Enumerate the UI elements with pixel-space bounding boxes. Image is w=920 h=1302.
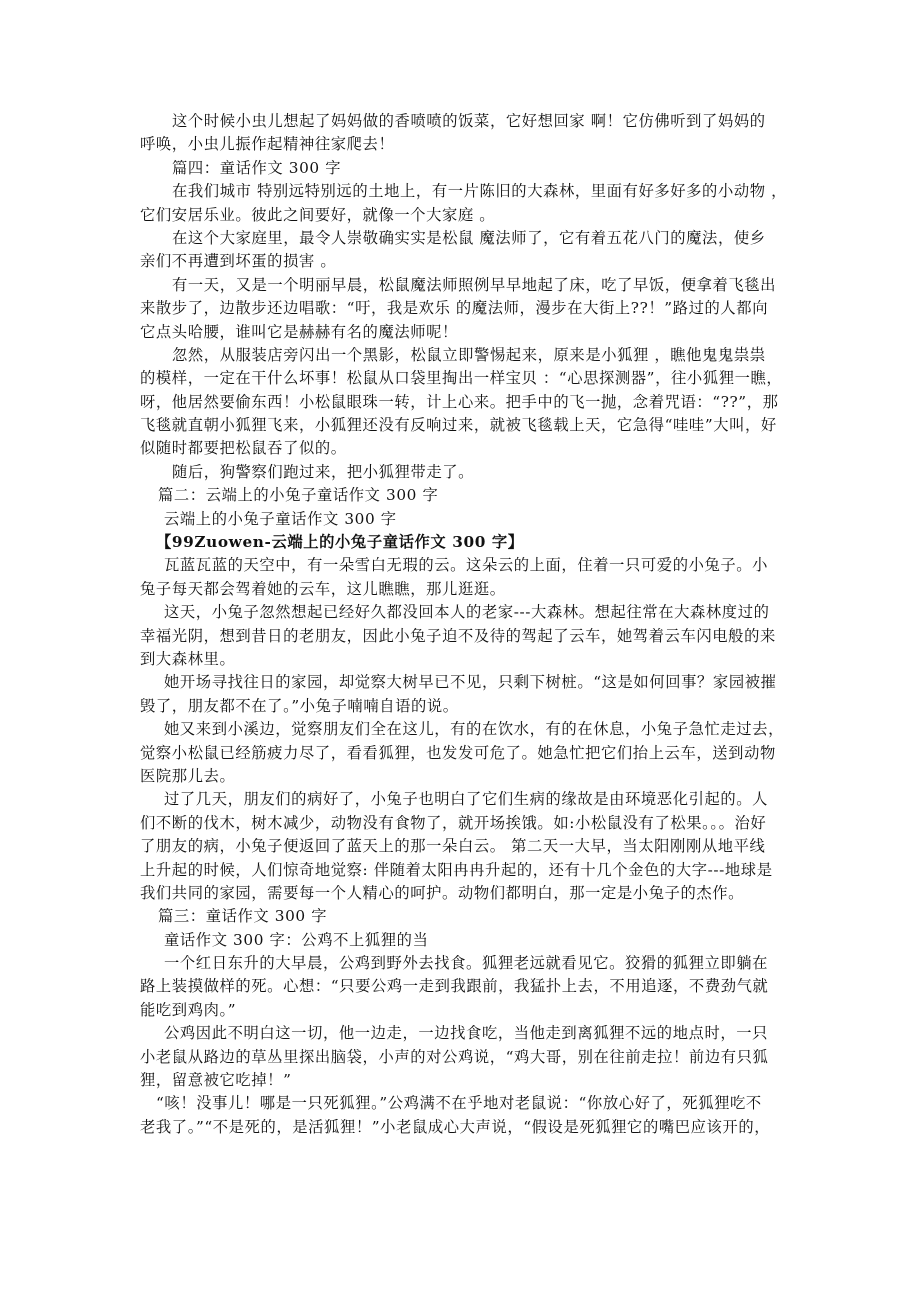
text-line: 她又来到小溪边，觉察朋友们全在这儿，有的在饮水，有的在休息，小兔子急忙走过去，	[164, 720, 784, 739]
text-line: 飞毯就直朝小狐狸飞来，小狐狸还没有反响过来，就被飞毯载上天，它急得“哇哇”大叫，好	[140, 416, 777, 435]
text-line: 来散步了，边散步还边唱歌：“吁，我是欢乐 的魔法师，漫步在大街上??！”路过的人都向	[140, 299, 769, 318]
text-line: “咳！没事儿！哪是一只死狐狸。”公鸡满不在乎地对老鼠说：“你放心好了，死狐狸吃不	[156, 1094, 762, 1113]
text-line: 篇四：童话作文 300 字	[172, 158, 342, 177]
text-line: 路上装摸做样的死。心想：“只要公鸡一走到我跟前，我猛扑上去，不用追逐，不费劲气就	[140, 977, 769, 996]
text-line: 兔子每天都会驾着她的云车，这儿瞧瞧，那儿逛逛。	[140, 579, 506, 598]
text-line: 它们安居乐业。彼此之间要好，就像一个大家庭 。	[140, 205, 496, 224]
text-line: 在这个大家庭里，最令人崇敬确实实是松鼠 魔法师了，它有着五花八门的魔法，使乡	[172, 228, 766, 247]
text-line: 毁了，朋友都不在了。”小兔子喃喃自语的说。	[140, 696, 459, 715]
text-line: 幸福光阴，想到昔日的老朋友，因此小兔子迫不及待的驾起了云车，她驾着云车闪电般的来	[140, 626, 776, 645]
text-line: 过了几天，朋友们的病好了，小兔子也明白了它们生病的缘故是由环境恶化引起的。人	[164, 790, 769, 809]
text-line: 一个红日东升的大早晨，公鸡到野外去找食。狐狸老远就看见它。狡猾的狐狸立即躺在	[164, 954, 769, 973]
text-line: 的模样，一定在干什么坏事！松鼠从口袋里掏出一样宝贝 ：“心思探测器”，往小狐狸一瞧，	[140, 369, 783, 388]
text-line: 似随时都要把松鼠吞了似的。	[140, 439, 347, 458]
text-line: 在我们城市 特别远特别远的土地上，有一片陈旧的大森林，里面有好多好多的小动物 ，	[172, 182, 788, 201]
text-line: 这个时候小虫儿想起了妈妈做的香喷喷的饭菜，它好想回家 啊！它仿佛听到了妈妈的	[172, 112, 766, 130]
text-line: 觉察小松鼠已经筋疲力尽了，看看狐狸，也发发可危了。她急忙把它们抬上云车，送到动物	[140, 743, 776, 762]
text-line: 到大森林里。	[140, 649, 236, 668]
text-line: 忽然，从服装店旁闪出一个黑影，松鼠立即警惕起来，原来是小狐狸 ，瞧他鬼鬼祟祟	[172, 345, 766, 364]
text-line: 上升起的时候，人们惊奇地觉察: 伴随着太阳冉冉升起的，还有十几个金色的大字---地球是	[140, 860, 773, 879]
text-line: 能吃到鸡肉。”	[140, 1000, 237, 1019]
text-line: 公鸡因此不明白这一切，他一边走，一边找食吃，当他走到离狐狸不远的地点时，一只	[164, 1024, 769, 1043]
text-line: 有一天，又是一个明丽早晨，松鼠魔法师照例早早地起了床，吃了早饭，便拿着飞毯出	[172, 275, 777, 294]
document-page	[0, 110, 920, 1139]
text-line: 呼唤，小虫儿振作起精神往家爬去！	[140, 135, 395, 154]
text-line: 它点头哈腰，谁叫它是赫赫有名的魔法师呢！	[140, 322, 458, 341]
text-line: 篇二：云端上的小兔子童话作文 300 字	[158, 486, 439, 505]
text-line: 瓦蓝瓦蓝的天空中，有一朵雪白无瑕的云。这朵云的上面，住着一只可爱的小兔子。小	[164, 556, 769, 575]
text-line: 医院那儿去。	[140, 766, 236, 785]
text-line: 了朋友的病，小兔子便返回了蓝天上的那一朵白云。 第二天一大早，当太阳刚刚从地平线	[140, 837, 766, 856]
text-line: 狸，留意被它吃掉！”	[140, 1071, 292, 1090]
text-line: 她开场寻找往日的家园，却觉察大树早已不见，只剩下树桩。“这是如何回事？家园被摧	[164, 673, 777, 692]
text-line: 我们共同的家园，需要每一个人精心的呵护。动物们都明白，那一定是小兔子的杰作。	[140, 883, 745, 902]
text-line: 云端上的小兔子童话作文 300 字	[164, 509, 397, 528]
text-line: 童话作文 300 字：公鸡不上狐狸的当	[164, 930, 429, 949]
text-line: 这天，小兔子忽然想起已经好久都没回本人的老家---大森林。想起往常在大森林度过的	[164, 603, 770, 622]
text-line: 【99Zuowen-云端上的小兔子童话作文 300 字】	[156, 533, 524, 552]
text-line: 篇三：童话作文 300 字	[158, 907, 328, 926]
text-line: 老我了。”“不是死的，是活狐狸！”小老鼠成心大声说，“假设是死狐狸它的嘴巴应该开的，	[140, 1117, 771, 1136]
text-line: 们不断的伐木，树木减少，动物没有食物了，就开场挨饿。如:小松鼠没有了松果。。。治好	[140, 813, 767, 832]
text-line: 小老鼠从路边的草丛里探出脑袋，小声的对公鸡说，“鸡大哥，别在往前走拉！前边有只狐	[140, 1047, 769, 1066]
text-line: 亲们不再遭到坏蛋的损害 。	[140, 252, 337, 271]
text-line: 呀，他居然要偷东西！小松鼠眼珠一转，计上心来。把手中的飞一抛，念着咒语：“??”，那	[140, 392, 779, 411]
text-line: 随后，狗警察们跑过来，把小狐狸带走了。	[172, 462, 475, 481]
